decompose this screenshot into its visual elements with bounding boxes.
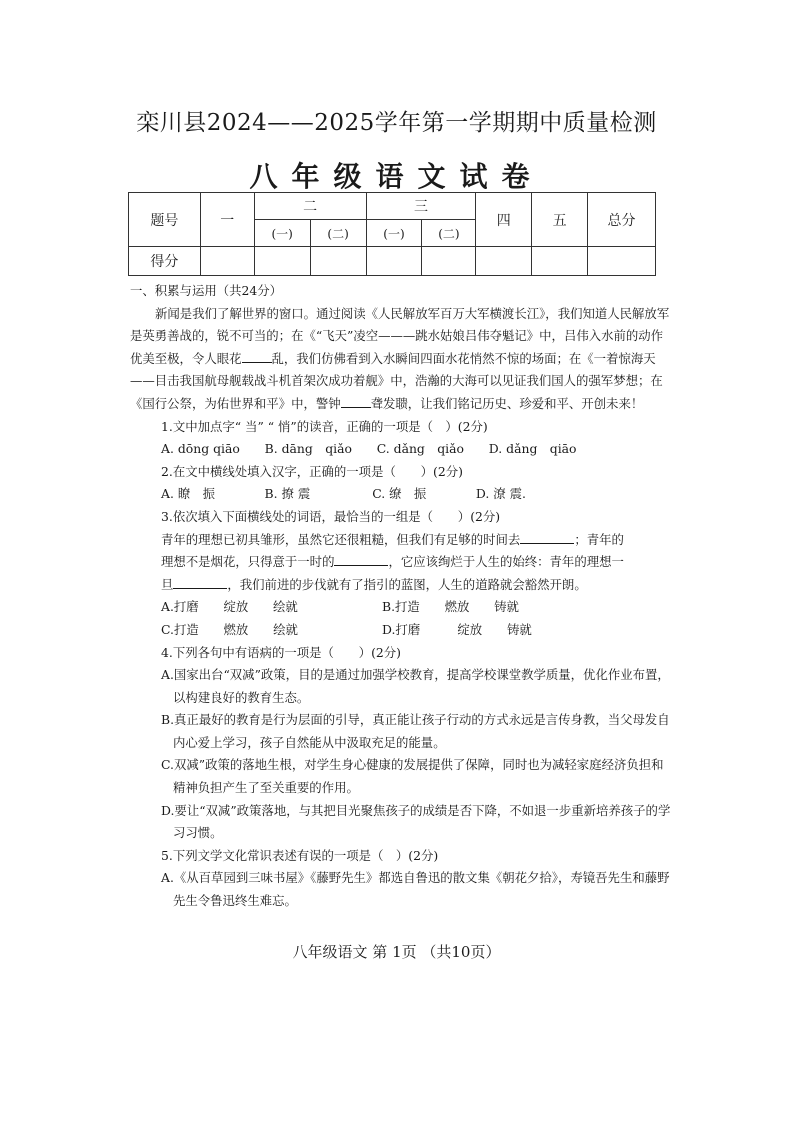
passage-text-3: 聋发聩，让我们铭记历史、珍爱和平、开创未来！ bbox=[370, 395, 644, 411]
question-3-text: ，我们前进的步伐就有了指引的蓝图，人生的道路就会豁然开朗。 bbox=[227, 576, 587, 592]
question-3-option-a: A.打磨 绽放 绘就 bbox=[161, 599, 298, 615]
question-3-text: 青年的理想已初具雏形，虽然它还很粗糙，但我们有足够的时间去 bbox=[161, 531, 521, 547]
question-2-stem: 2.在文中横线处填入汉字，正确的一项是（ ）(2分) bbox=[161, 463, 463, 479]
question-4-option-b: B.真正最好的教育是行为层面的引导，真正能让孩子行动的方式永远是言传身教，当父母发自内心爱上学习，孩子自然能从中汲取充足的能量。 bbox=[161, 712, 670, 750]
fill-blank bbox=[334, 551, 388, 566]
score-table-sub-2-1: (一) bbox=[254, 220, 310, 247]
question-2-options: A. 瞭 振 B. 撩 震 C. 缭 振 D. 潦 震. bbox=[161, 486, 526, 502]
fill-blank bbox=[520, 529, 574, 544]
score-table-col-2: 二 bbox=[254, 193, 366, 220]
passage-text-2: 乱，我们仿佛看到入水瞬间四面水花悄然不惊的场面；在《一着惊海天——目击我国航母舰载战斗机首架次成功着舰》中，浩瀚的大海可以见证我们国人的强军梦想；在《国行公祭，为佑世界和平》中，警钟 bbox=[130, 350, 663, 411]
score-table-col-3: 三 bbox=[366, 193, 476, 220]
passage-paragraph bbox=[130, 303, 675, 416]
question-5-option-a: A.《从百草园到三味书屋》《藤野先生》都选自鲁迅的散文集《朝花夕拾》，寿镜吾先生和藤野先生令鲁迅终生难忘。 bbox=[161, 870, 670, 909]
score-cell bbox=[200, 247, 254, 276]
question-3-text: 旦 bbox=[161, 576, 174, 592]
question-3-text: 理想不是烟花，只得意于一时的 bbox=[161, 554, 335, 570]
question-3-option-d: D.打磨 绽放 铸就 bbox=[382, 621, 532, 637]
score-table bbox=[128, 192, 656, 276]
question-3-options-row-1 bbox=[130, 596, 675, 619]
score-cell bbox=[366, 247, 422, 276]
score-cell bbox=[310, 247, 366, 276]
question-3-option-c: C.打造 燃放 绘就 bbox=[161, 621, 298, 637]
score-table-col-4: 四 bbox=[476, 193, 532, 247]
score-table-sub-2-2: (二) bbox=[310, 220, 366, 247]
score-table-col-1: 一 bbox=[200, 193, 254, 247]
score-table-header-score: 得分 bbox=[129, 247, 201, 276]
exam-body bbox=[130, 280, 675, 913]
question-1-options: A. dōng qiāo B. dāng qiǎo C. dǎng qiǎo D. dǎng qiāo bbox=[161, 441, 577, 457]
passage-text-1: 新闻是我们了解世界的窗口。通过阅读《人民解放军百万大军横渡长江》，我们知道人民解放军是英勇善战的，锐不可当的；在《“飞天”凌空———跳水姑娘吕伟夺魁记》中，吕伟入水前的动作优美至极，令人眼花 bbox=[130, 305, 670, 366]
score-table-col-total: 总分 bbox=[588, 193, 656, 247]
question-3-options-row-2 bbox=[130, 619, 675, 642]
section-heading: 一、积累与运用（共24分） bbox=[130, 283, 283, 298]
score-cell bbox=[532, 247, 588, 276]
score-cell bbox=[254, 247, 310, 276]
page-footer: 八年级语文 第 1页 （共10页） bbox=[292, 943, 501, 961]
question-4-option-c: C.双减”政策的落地生根，对学生身心健康的发展提供了保障，同时也为减轻家庭经济负担和精神负担产生了至关重要的作用。 bbox=[161, 757, 664, 796]
score-table-sub-3-2: (二) bbox=[422, 220, 476, 247]
question-3-text: ，它应该绚烂于人生的始终：青年的理想一 bbox=[388, 554, 624, 570]
question-3-option-b: B.打造 燃放 铸就 bbox=[382, 599, 519, 615]
score-cell bbox=[588, 247, 656, 276]
score-cell bbox=[422, 247, 476, 276]
exam-title: 栾川县2024——2025学年第一学期期中质量检测 bbox=[136, 110, 657, 136]
question-3-text: ；青年的 bbox=[574, 531, 624, 547]
fill-blank bbox=[242, 348, 272, 363]
fill-blank bbox=[173, 574, 227, 589]
score-table-header-question: 题号 bbox=[129, 193, 201, 247]
score-table-sub-3-1: (一) bbox=[366, 220, 422, 247]
question-5-stem: 5.下列文学文化常识表述有误的一项是（ ）(2分) bbox=[161, 847, 439, 863]
score-table-col-5: 五 bbox=[532, 193, 588, 247]
question-1-stem: 1.文中加点字“ 当” “ 悄”的读音，正确的一项是（ ）(2分) bbox=[161, 418, 488, 434]
fill-blank bbox=[341, 393, 371, 408]
question-4-option-d: D.要让“双减”政策落地，与其把目光聚焦孩子的成绩是否下降，不如退一步重新培养孩子的学习习惯。 bbox=[161, 802, 671, 841]
exam-subtitle: 八年级语文试卷 bbox=[249, 160, 544, 193]
question-3-sentence bbox=[130, 529, 675, 597]
question-4-option-a: A.国家出台“双减”政策，目的是通过加强学校教育，提高学校课堂教学质量，优化作业布置，以构建良好的教育生态。 bbox=[161, 667, 670, 705]
score-cell bbox=[476, 247, 532, 276]
question-4-stem: 4.下列各句中有语病的一项是（ ）(2分) bbox=[161, 644, 402, 660]
question-3-stem: 3.依次填入下面横线处的词语，最恰当的一组是（ ）(2分) bbox=[161, 508, 501, 524]
